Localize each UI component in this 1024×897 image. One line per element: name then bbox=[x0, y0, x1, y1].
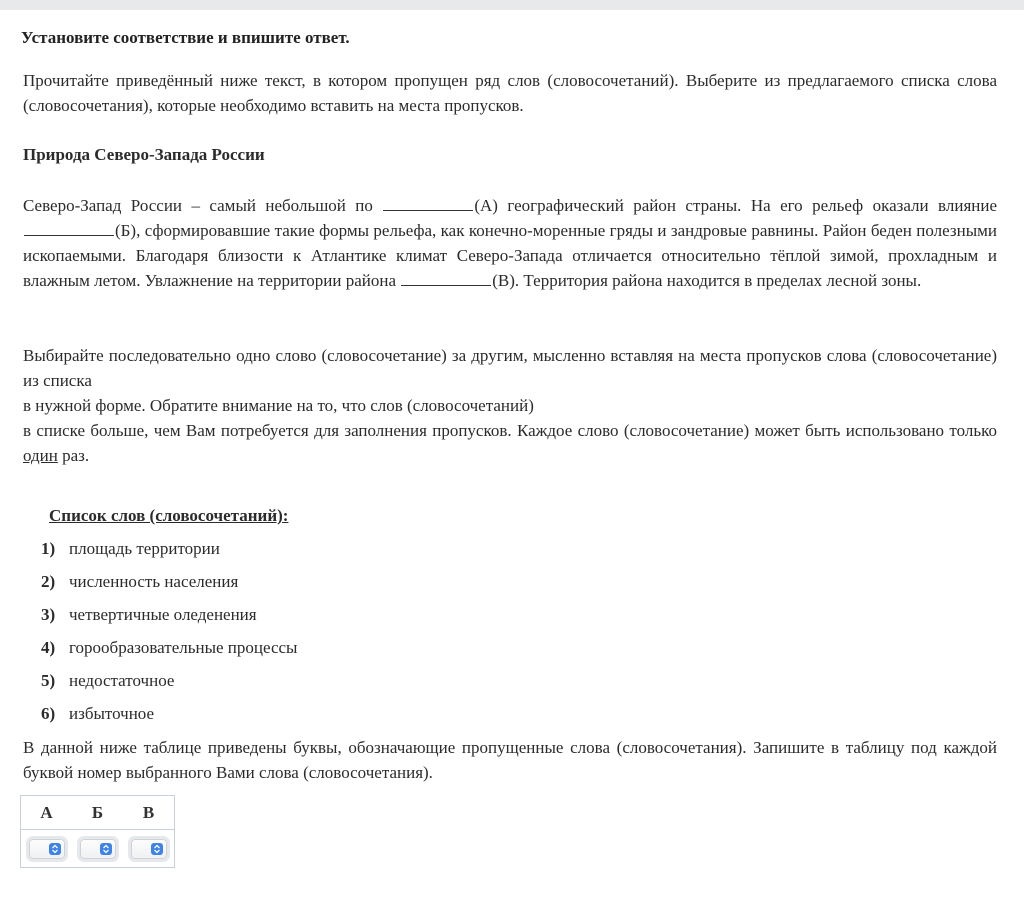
list-item-number: 6) bbox=[41, 704, 56, 723]
text-part2: (А) географический район страны. На его рельеф оказали влияние bbox=[474, 196, 998, 215]
word-list bbox=[41, 535, 297, 733]
text-part3: (Б), сформировавшие такие формы рельефа, как конечно-моренные гряды и зандровые равнины. Район беден полезными ископаемыми. Благодаря близости к Атлантике климат Северо-Запада отличается относительно тёплой зимой, прохладным и влажным летом. Увлажнение на территории района bbox=[23, 221, 997, 290]
list-item bbox=[41, 568, 297, 601]
list-item-text: недостаточное bbox=[69, 671, 175, 690]
list-item-number: 1) bbox=[41, 539, 56, 558]
blank-v bbox=[401, 268, 491, 286]
instructions-line1: Выбирайте последовательно одно слово (словосочетание) за другим, мысленно вставляя на места пропусков слова (словосочетание) из списка bbox=[23, 346, 997, 390]
list-item-number: 3) bbox=[41, 605, 56, 624]
instructions-line3-a: в списке больше, чем Вам потребуется для заполнения пропусков. Каждое слово (словосочетание) может быть использовано только bbox=[23, 421, 997, 440]
updown-arrows-icon bbox=[100, 843, 112, 855]
updown-arrows-icon bbox=[49, 843, 61, 855]
list-item-text: горообразовательные процессы bbox=[69, 638, 298, 657]
answer-header-b: Б bbox=[91, 802, 104, 822]
instructions-line3-b: раз. bbox=[57, 446, 90, 465]
list-item-number: 5) bbox=[41, 671, 56, 690]
list-item-number: 2) bbox=[41, 572, 56, 591]
list-item bbox=[41, 535, 297, 568]
text-heading: Природа Северо-Запада России bbox=[23, 145, 265, 164]
top-bar bbox=[0, 0, 1024, 10]
list-item-number: 4) bbox=[41, 638, 56, 657]
text-part4: (В). Территория района находится в пределах лесной зоны. bbox=[492, 271, 922, 290]
instructions-underlined-word: один bbox=[23, 446, 58, 465]
answer-header-a: А bbox=[40, 802, 53, 822]
blank-b bbox=[24, 218, 114, 236]
answer-select-b[interactable] bbox=[80, 839, 116, 859]
task-title: Установите соответствие и впишите ответ. bbox=[21, 28, 350, 47]
answer-select-a[interactable] bbox=[29, 839, 65, 859]
blank-a bbox=[383, 193, 473, 211]
list-item bbox=[41, 667, 297, 700]
text-part1: Северо-Запад России – самый небольшой по bbox=[23, 196, 383, 215]
list-item-text: четвертичные оледенения bbox=[69, 605, 257, 624]
answer-cell-v bbox=[123, 830, 175, 868]
text-body bbox=[23, 193, 997, 293]
list-item bbox=[41, 634, 297, 667]
list-item-text: площадь территории bbox=[69, 539, 220, 558]
word-list-title: Список слов (словосочетаний): bbox=[49, 506, 289, 525]
answer-header-v: В bbox=[142, 802, 155, 822]
answer-select-v[interactable] bbox=[131, 839, 167, 859]
answer-table bbox=[20, 795, 175, 868]
list-item-text: избыточное bbox=[69, 704, 155, 723]
answer-cell-a bbox=[21, 830, 73, 868]
task-intro: Прочитайте приведённый ниже текст, в котором пропущен ряд слов (словосочетаний). Выберите из предлагаемого списка слова (словосочетания), которые необходимо вставить на места пропусков. bbox=[23, 71, 997, 115]
instructions-line3 bbox=[23, 418, 997, 468]
list-item bbox=[41, 700, 297, 733]
answer-instruction: В данной ниже таблице приведены буквы, обозначающие пропущенные слова (словосочетания). Запишите в таблицу под каждой буквой номер выбранного Вами слова (словосочетания). bbox=[23, 738, 997, 782]
answer-cell-b bbox=[72, 830, 123, 868]
updown-arrows-icon bbox=[151, 843, 163, 855]
instructions-line2: в нужной форме. Обратите внимание на то, что слов (словосочетаний) bbox=[23, 396, 534, 415]
list-item-text: численность населения bbox=[69, 572, 239, 591]
list-item bbox=[41, 601, 297, 634]
